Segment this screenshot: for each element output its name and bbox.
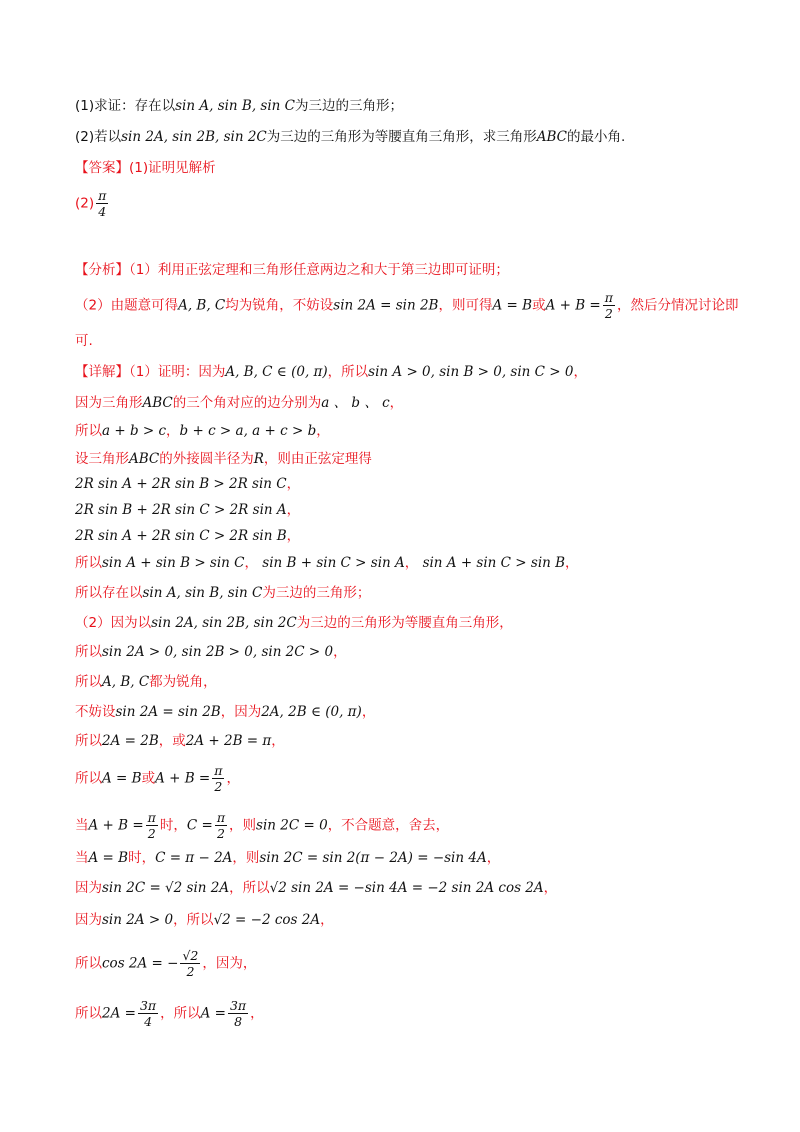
detail-line-7: 2R sin A + 2R sin C > 2R sin B， xyxy=(75,528,301,544)
detail-line-21: 所以2A = $\frac{3\pi}{4}$ ，所以A = $\frac{3\pi}{8}$ ， xyxy=(75,998,264,1029)
detail-line-4: 设三角形ABC的外接圆半径为R，则由正弦定理得 xyxy=(75,451,372,467)
text: 为三边的三角形； xyxy=(294,98,403,114)
math: sin 2A, sin 2B, sin 2C xyxy=(121,129,267,145)
text: (1)求证：存在以 xyxy=(75,98,176,114)
detail-line-5: 2R sin A + 2R sin B > 2R sin C， xyxy=(75,476,301,492)
detail-line-9: 所以存在以sin A, sin B, sin C为三边的三角形； xyxy=(75,585,371,601)
text: 【分析】（1）利用正弦定理和三角形任意两边之和大于第三边即可证明； xyxy=(75,262,509,278)
detail-line-11: 所以sin 2A > 0, sin 2B > 0, sin 2C > 0， xyxy=(75,644,347,660)
detail-line-6: 2R sin B + 2R sin C > 2R sin A， xyxy=(75,502,301,518)
math: sin A, sin B, sin C xyxy=(175,98,295,114)
analysis-line-1 xyxy=(75,260,509,280)
text: 为三边的三角形为等腰直角三角形，求三角形 xyxy=(266,129,537,145)
detail-line-15: 所以A = B或A + B = $\frac{\pi}{2}$ ， xyxy=(75,763,240,794)
detail-line-3: 所以a + b > c，b + c > a, a + c > b， xyxy=(75,423,330,439)
detail-line-19: 因为sin 2A > 0，所以√2 = −2 cos 2A， xyxy=(75,912,334,928)
detail-line-17: 当A = B时，C = π − 2A，则sin 2C = sin 2(π − 2A) = −sin 4A， xyxy=(75,850,501,866)
detail-line-13: 不妨设sin 2A = sin 2B，因为2A, 2B ∈ (0, π)， xyxy=(75,704,376,720)
problem-part2 xyxy=(75,127,625,147)
detail-line-20: 所以cos 2A = − $\frac{√2}{2}$ ，因为， xyxy=(75,948,257,979)
answer-part2 xyxy=(75,188,110,219)
detail-line-2: 因为三角形ABC的三个角对应的边分别为a 、 b 、 c， xyxy=(75,395,404,411)
analysis-line-3: 可. xyxy=(75,333,93,349)
text: 的最小角. xyxy=(567,129,626,145)
text: 【答案】(1)证明见解析 xyxy=(75,160,216,176)
analysis-line-2: （2）由题意可得A, B, C均为锐角，不妨设sin 2A = sin 2B，则可得A = B或A + B = $\frac{\pi}{2}$ ，然后分情况讨论即 xyxy=(75,290,739,321)
detail-line-8: 所以sin A + sin B > sin C， sin B + sin C > sin A， sin A + sin C > sin B， xyxy=(75,555,579,571)
text: (2)若以 xyxy=(75,129,122,145)
detail-line-12: 所以A, B, C都为锐角， xyxy=(75,674,217,690)
detail-line-14: 所以2A = 2B，或2A + 2B = π， xyxy=(75,733,285,749)
detail-line-1: 【详解】（1）证明：因为A, B, C ∈ (0, π)，所以sin A > 0, sin B > 0, sin C > 0， xyxy=(75,364,587,380)
answer-label xyxy=(75,158,216,178)
detail-line-16: 当A + B = $\frac{\pi}{2}$ 时，C = $\frac{\pi}{2}$ ，则sin 2C = 0，不合题意，舍去， xyxy=(75,810,450,841)
detail-line-18: 因为sin 2C = √2 sin 2A，所以√2 sin 2A = −sin 4A = −2 sin 2A cos 2A， xyxy=(75,880,558,896)
fraction: $\frac{\pi}{4}$ xyxy=(98,188,107,219)
detail-line-10: （2）因为以sin 2A, sin 2B, sin 2C为三边的三角形为等腰直角三角形， xyxy=(75,615,513,631)
math: ABC xyxy=(536,129,568,145)
problem-part1 xyxy=(75,96,403,116)
text: (2) xyxy=(75,195,95,212)
